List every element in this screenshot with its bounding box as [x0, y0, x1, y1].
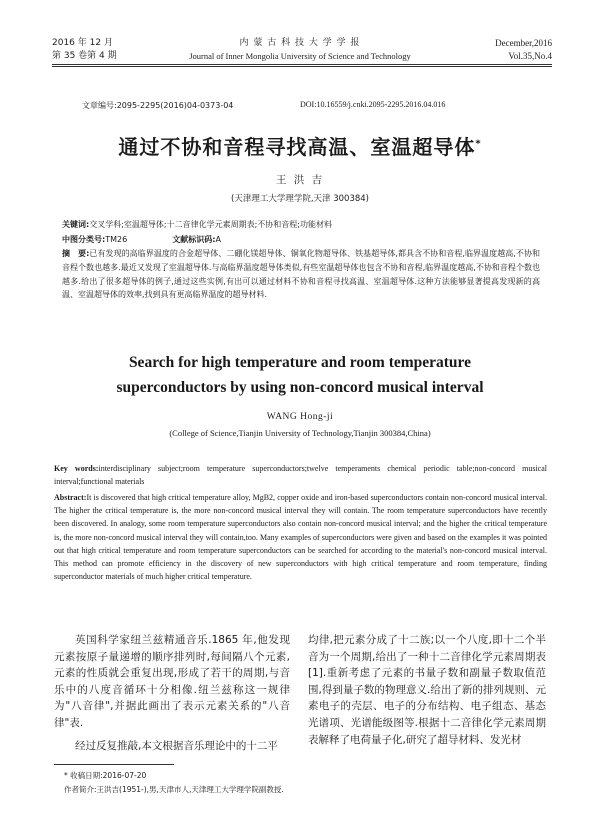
header-rule — [52, 64, 552, 65]
keywords-zh-text: 交叉学科;室温超导体;十二音律化学元素周期表;不协和音程;功能材料 — [89, 220, 332, 229]
title-footnote-mark: * — [475, 138, 482, 150]
abstract-zh-label: 摘 要: — [62, 249, 90, 258]
header-journal-en: Journal of Inner Mongolia University of Science and Technology — [189, 51, 411, 61]
title-zh-text: 通过不协和音程寻找高温、室温超导体 — [118, 135, 476, 159]
body-left-column — [54, 632, 290, 754]
affiliation-en: (College of Science,Tianjin University of Technology,Tianjin 300384,China) — [169, 428, 431, 438]
author-en: WANG Hong-ji — [266, 412, 334, 422]
header-date-zh: 2016 年 12 月 — [52, 38, 113, 48]
article-id: 文章编号:2095-2295(2016)04-0373-04 — [82, 101, 234, 110]
body-left-paragraph-2: 经过反复推敲,本文根据音乐理论中的十二平 — [75, 739, 278, 752]
header-rule-second — [52, 66, 552, 67]
code-value: A — [215, 235, 221, 244]
clc-label: 中图分类号: — [62, 235, 106, 244]
footnote-received: * 收稿日期:2016-07-20 — [64, 771, 147, 780]
abstract-zh — [62, 247, 540, 302]
title-zh — [0, 131, 600, 160]
footnote-rule — [54, 764, 174, 765]
abstract-en-text: It is discovered that high critical temperature alloy, MgB2, copper oxide and iron-based superconductors contain non-concord musical interval. The higher the critical temperature is, the more non-concord musical interval they will contain. The room temperature superconductors have recently been discovered. In analogy, some room temperature superconductors also contain non-concord musical interval; and the higher the critical temperature is, the more non-concord musical interval they will contain,too. Many examples of superconductors were given and based on the examples it was pointed out that high critical temperature and room temperature superconductors can be searched for according to the material's non-concord musical interval. This method can promote efficiency in the discovery of new superconductors with high critical temperature and room temperature, finding superconductor materials of much higher critical temperature. — [54, 493, 547, 582]
header-date-en: December,2016 — [495, 38, 552, 48]
abstract-en-label: Abstract: — [54, 493, 87, 502]
author-zh: 王 洪 吉 — [275, 174, 325, 186]
keywords-en-label: Key words: — [54, 464, 99, 473]
title-en-line-2: superconductors by using non-concord musical interval — [116, 379, 484, 396]
abstract-en — [54, 491, 547, 583]
affiliation-zh: (天津理工大学理学院,天津 300384) — [231, 194, 369, 204]
keywords-en — [54, 462, 547, 488]
doi: DOI:10.16559/j.cnki.2095-2295.2016.04.016 — [300, 100, 446, 109]
code-label: 文献标识码: — [172, 235, 216, 244]
body-right-column: 均律,把元素分成了十二族;以一个八度,即十二个半音为一个周期,给出了一种十二音律化学元素周期表[1].重新考虑了元素的书量子数和副量子数取值范围,得到量子数的物理意义.给出了新的排列规则、元素电子的壳层、电子的分布结构、电子组态、基态光谱项、光谱能级图等.根据十二音律化学元素周期表解释了电荷量子化,研究了超导材料、发光材 — [308, 634, 546, 746]
footnote-bio: 作者简介:王洪吉(1951-),男,天津市人,天津理工大学理学院副教授. — [64, 785, 284, 794]
classification — [62, 233, 221, 246]
clc-value: TM26 — [105, 235, 128, 244]
title-en-line-1: Search for high temperature and room temperature — [128, 354, 472, 371]
header-volume-zh: 第 35 卷第 4 期 — [52, 51, 117, 61]
keywords-zh — [62, 218, 542, 231]
header-volume-en: Vol.35,No.4 — [508, 51, 552, 61]
header-journal-zh: 内 蒙 古 科 技 大 学 学 报 — [239, 38, 361, 48]
keywords-zh-label: 关键词: — [62, 220, 90, 229]
abstract-zh-text: 已有发现的高临界温度的合金超导体、二硼化镁超导体、铜氧化物超导体、铁基超导体,都具含不协和音程,临界温度越高,不协和音程个数也越多.最近又发现了室温超导体.与高临界温度超导体类似,有些室温超导体也包含不协和音程,临界温度越高,不协和音程个数也越多.给出了很多超导体的例子,通过这些实例,有出可以通过材料不协和音程寻找高温、室温超导体.这种方法能够显著提高发现新的高温、室温超导体的效率,找到具有更高临界温度的超导材料. — [62, 249, 540, 300]
keywords-en-text: interdisciplinary subject;room temperature superconductors;twelve temperaments chemical periodic table;non-concord musical interval;functional materials — [54, 464, 547, 487]
body-left-paragraph-1: 英国科学家纽兰兹精通音乐.1865 年,他发现元素按原子量递增的顺序排列时,每间隔八个元素,元素的性质就会重复出现,形成了若干的周期,与音乐中的八度音循环十分相像.纽兰兹称这一规律为"八音律",并据此画出了表示元素关系的"八音律"表. — [54, 634, 290, 729]
